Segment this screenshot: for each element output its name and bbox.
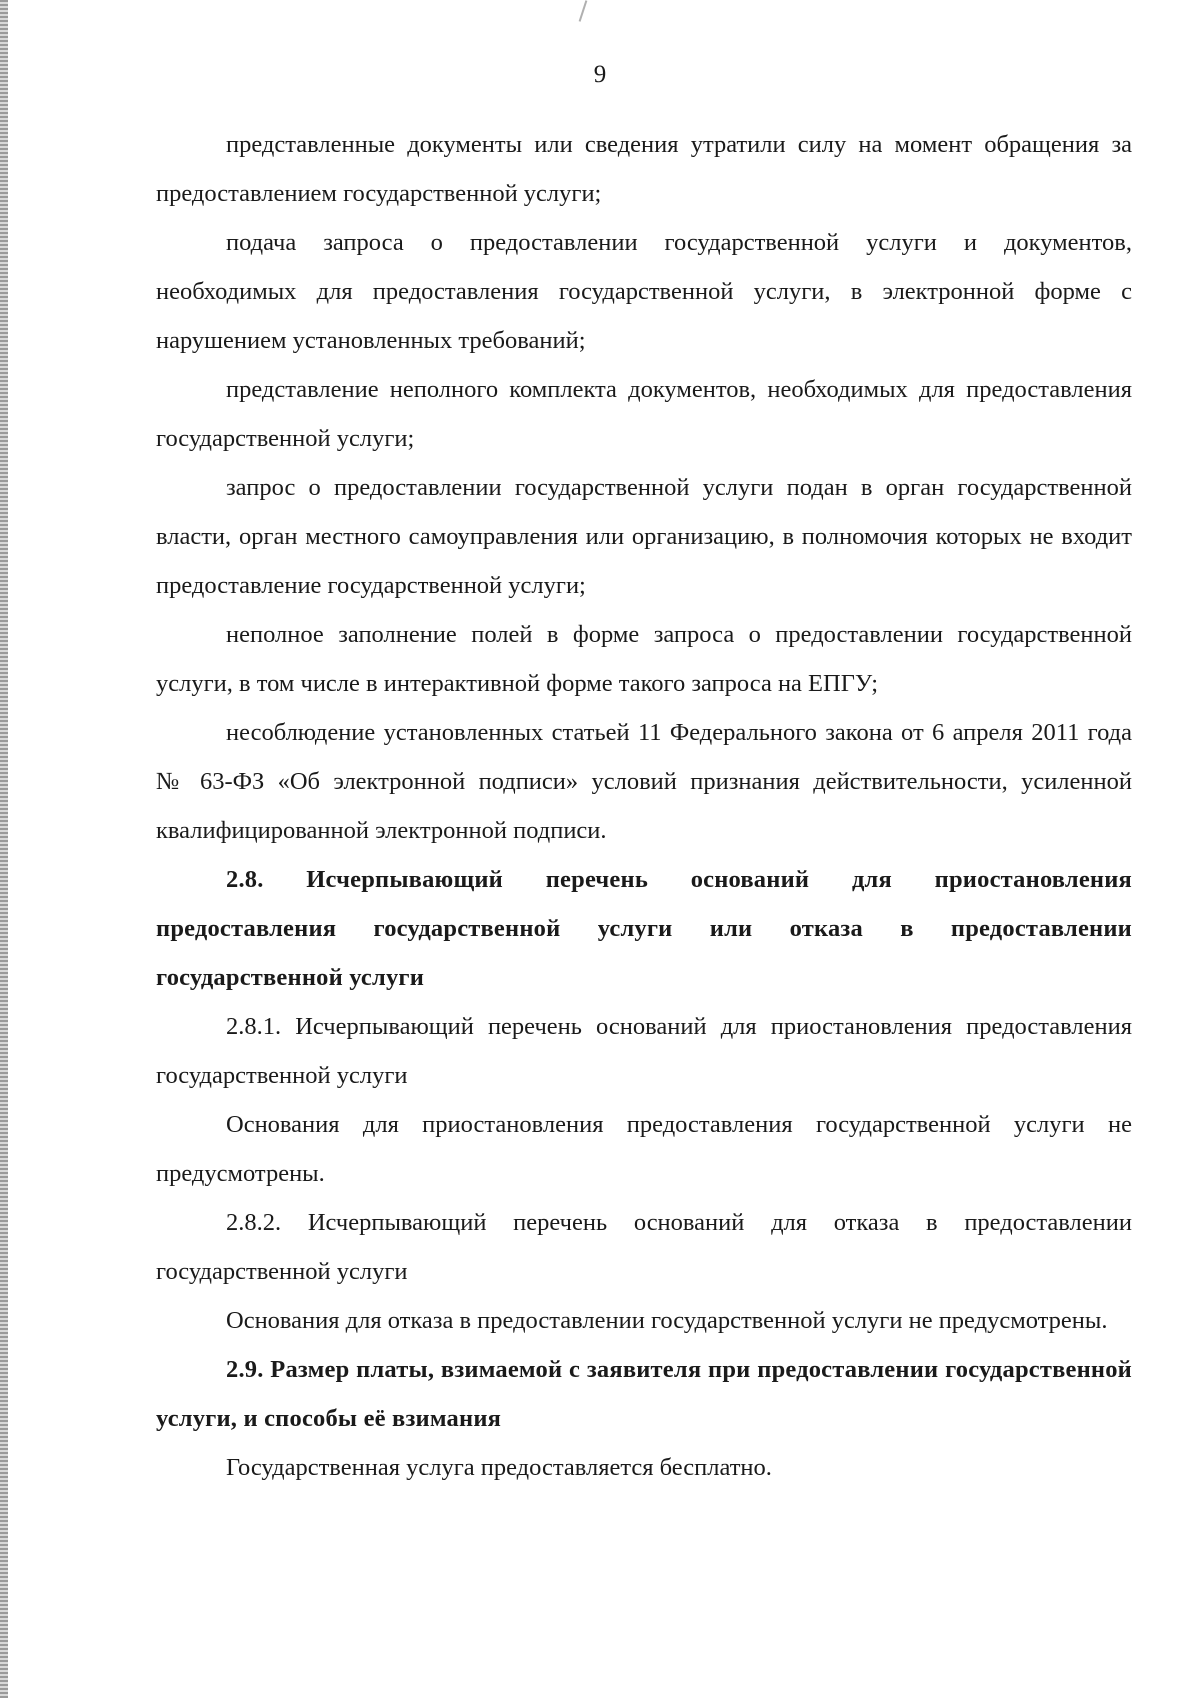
paragraph-6: несоблюдение установленных статьей 11 Федерального закона от 6 апреля 2011 года № 63-ФЗ «Об электронной подписи» условий признания действительности, усиленной квалифицированной электронной подписи.	[156, 719, 1132, 844]
subsection-2-8-1: 2.8.1. Исчерпывающий перечень оснований для приостановления предоставления государственной услуги	[156, 1013, 1132, 1089]
document-body	[156, 120, 1132, 1492]
paragraph-2: подача запроса о предоставлении государственной услуги и документов, необходимых для предоставления государственной услуги, в электронной форме с нарушением установленных требований;	[156, 229, 1132, 354]
paragraph-5: неполное заполнение полей в форме запроса о предоставлении государственной услуги, в том числе в интерактивной форме такого запроса на ЕПГУ;	[156, 621, 1132, 697]
paragraph-4: запрос о предоставлении государственной услуги подан в орган государственной власти, орган местного самоуправления или организацию, в полномочия которых не входит предоставление государственной услуги;	[156, 474, 1132, 599]
page-number: 9	[593, 61, 607, 88]
subsection-2-8-2: 2.8.2. Исчерпывающий перечень оснований для отказа в предоставлении государственной услуги	[156, 1209, 1132, 1285]
section-heading-2-8: 2.8. Исчерпывающий перечень оснований для приостановления предоставления государственной услуги или отказа в предоставлении государственной услуги	[156, 866, 1132, 991]
paragraph-refusal-grounds: Основания для отказа в предоставлении государственной услуги не предусмотрены.	[226, 1307, 1108, 1334]
paragraph-1: представленные документы или сведения утратили силу на момент обращения за предоставлением государственной услуги;	[156, 131, 1132, 207]
paragraph-free-service: Государственная услуга предоставляется бесплатно.	[226, 1454, 772, 1481]
paragraph-suspension-grounds: Основания для приостановления предоставления государственной услуги не предусмотрены.	[156, 1111, 1132, 1187]
scan-edge-strip	[0, 0, 8, 1698]
section-heading-2-9: 2.9. Размер платы, взимаемой с заявителя при предоставлении государственной услуги, и способы её взимания	[156, 1356, 1132, 1432]
scan-pen-mark	[579, 0, 588, 22]
paragraph-3: представление неполного комплекта документов, необходимых для предоставления государственной услуги;	[156, 376, 1132, 452]
